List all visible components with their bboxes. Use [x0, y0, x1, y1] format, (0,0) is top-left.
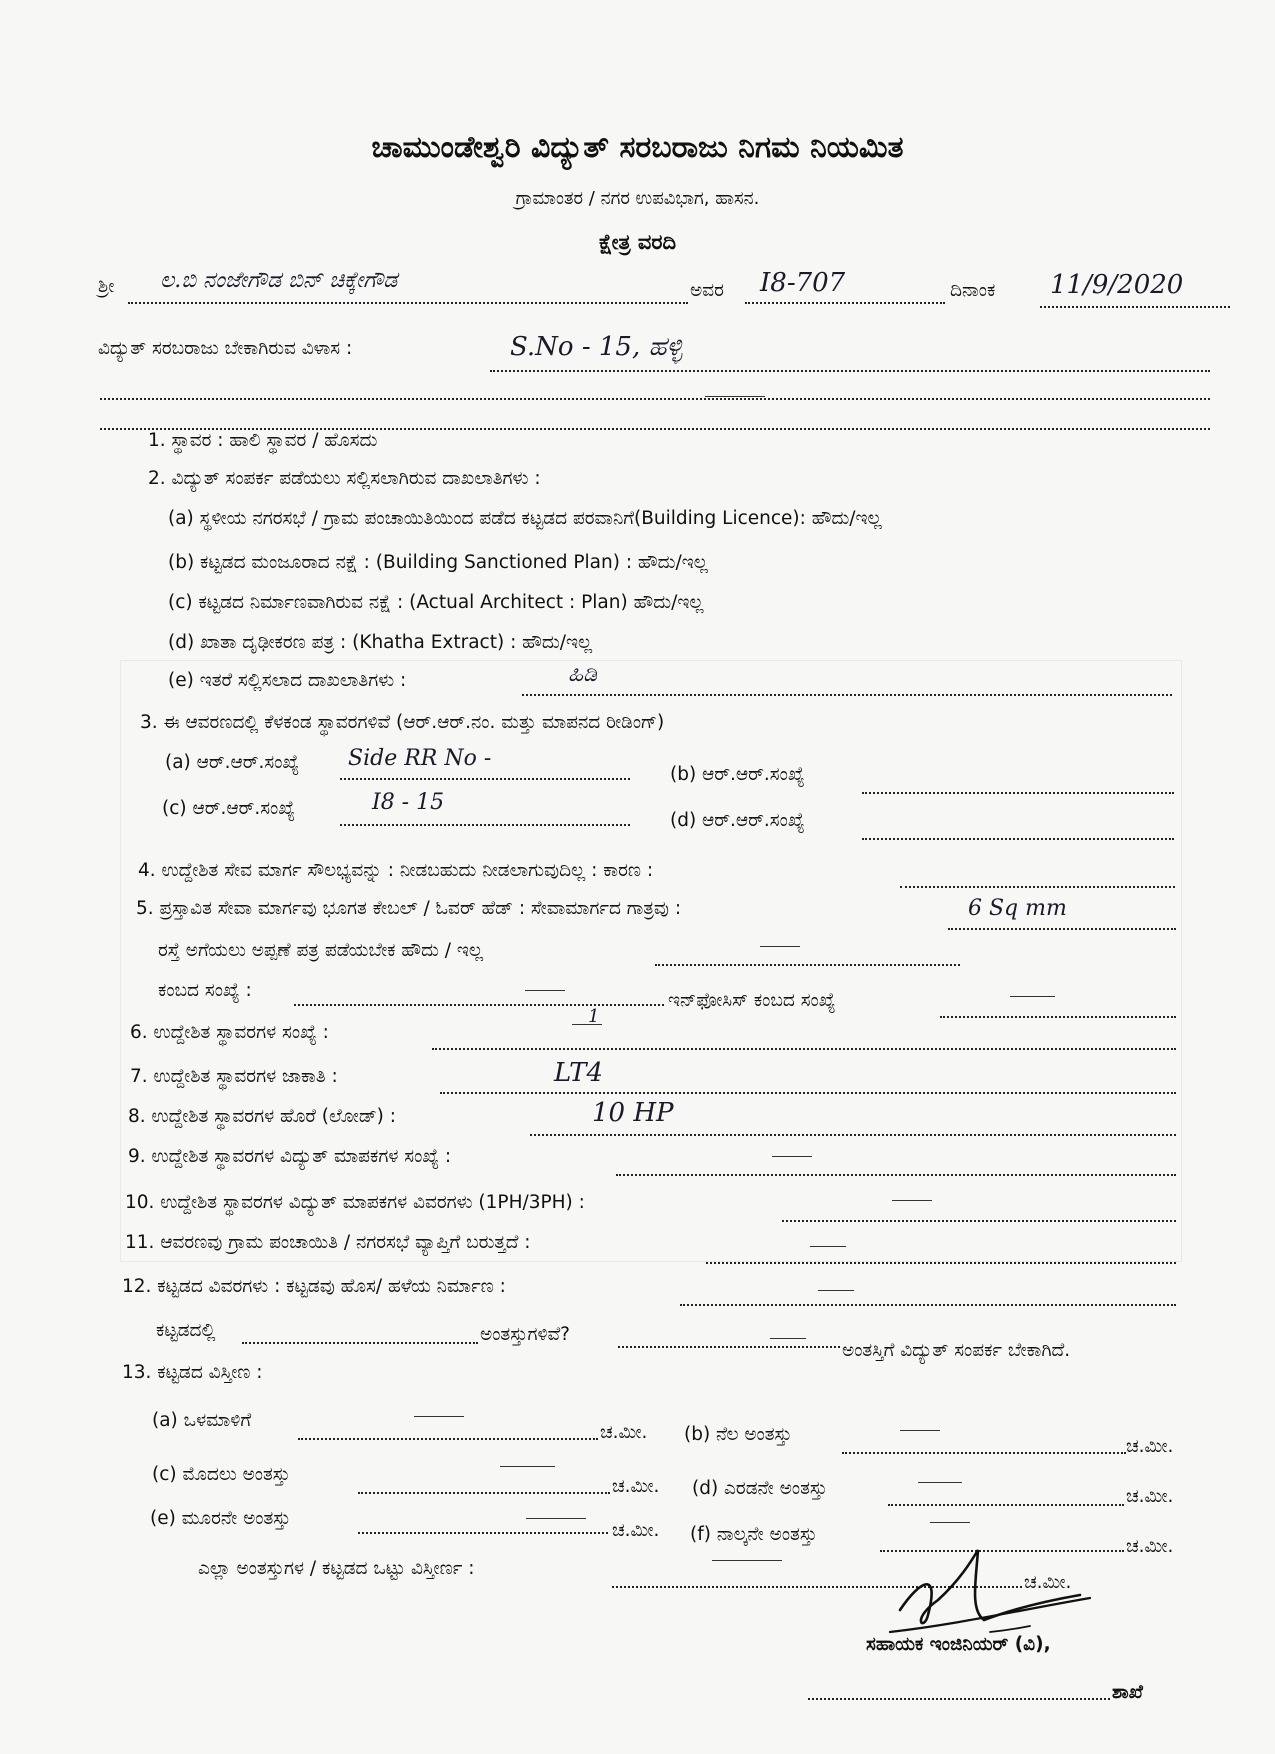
item-13d-mark — [918, 1482, 962, 1483]
item-6-mark — [572, 1024, 602, 1025]
item-13b-unit: ಚ.ಮೀ. — [1126, 1436, 1174, 1457]
item-3a: (a) ಆರ್.ಆರ್.ಸಂಖ್ಯೆ — [165, 752, 300, 773]
item-3a-value: Side RR No - — [348, 746, 492, 771]
item-12c-dotline — [618, 1346, 840, 1348]
item-13f-mark — [930, 1522, 970, 1523]
item-9-mark — [772, 1156, 812, 1157]
item-12-mark — [818, 1290, 854, 1291]
item-4: 4. ಉದ್ದೇಶಿತ ಸೇವ ಮಾರ್ಗ ಸೌಲಭ್ಯವನ್ನು : ನೀಡಬಹುದು ನೀಡಲಾಗುವುದಿಲ್ಲ : ಕಾರಣ : — [138, 860, 654, 881]
item-13b: (b) ನೆಲ ಅಂತಸ್ತು — [684, 1424, 792, 1445]
item-12: 12. ಕಟ್ಟಡದ ವಿವರಗಳು : ಕಟ್ಟಡವು ಹೊಸ/ ಹಳೆಯ ನಿರ್ಮಾಣ : — [122, 1276, 506, 1297]
item-13d-unit: ಚ.ಮೀ. — [1126, 1486, 1174, 1507]
address-value: S.No - 15, ಹಳ್ಳಿ — [510, 332, 683, 362]
item-10-mark — [892, 1200, 932, 1201]
branch-label: ಶಾಖೆ — [1112, 1682, 1143, 1703]
item-3a-dotline — [340, 778, 630, 780]
item-2a: (a) ಸ್ಥಳೀಯ ನಗರಸಭೆ / ಗ್ರಾಮ ಪಂಚಾಯಿತಿಯಿಂದ ಪಡೆದ ಕಟ್ಟಡದ ಪರವಾನಿಗೆ(Building Licence): ಹೌದು/ಇಲ್ಲ — [168, 508, 882, 529]
address-dotline-1 — [490, 370, 1210, 372]
item-13f: (f) ನಾಲ್ಕನೇ ಅಂತಸ್ತು — [690, 1524, 818, 1545]
item-8: 8. ಉದ್ದೇಶಿತ ಸ್ಥಾವರಗಳ ಹೊರೆ (ಲೋಡ್) : — [128, 1106, 396, 1127]
date-value: 11/9/2020 — [1050, 270, 1184, 300]
item-13c-dotline — [358, 1492, 610, 1494]
item-5c: ಕಂಬದ ಸಂಖ್ಯೆ : — [158, 980, 252, 1001]
item-13: 13. ಕಟ್ಟಡದ ವಿಸ್ತೀಣ : — [122, 1362, 263, 1383]
item-5c-mark — [525, 990, 565, 991]
item-13c-mark — [500, 1466, 555, 1467]
item-12-dotline — [680, 1304, 1176, 1306]
item-2b: (b) ಕಟ್ಟಡದ ಮಂಜೂರಾದ ನಕ್ಷೆ : (Building Sanctioned Plan) : ಹೌದು/ಇಲ್ಲ — [168, 552, 708, 573]
item-4-dotline — [900, 886, 1175, 888]
total-unit: ಚ.ಮೀ. — [1024, 1572, 1072, 1593]
bleed-through-box — [120, 660, 1182, 1262]
item-7: 7. ಉದ್ದೇಶಿತ ಸ್ಥಾವರಗಳ ಜಾಕಾತಿ : — [130, 1066, 338, 1087]
item-6-value: 1 — [588, 1006, 600, 1027]
item-3b-dotline — [862, 792, 1174, 794]
item-3c-value: I8 - 15 — [372, 790, 445, 815]
item-13e: (e) ಮೂರನೇ ಅಂತಸ್ತು — [150, 1508, 291, 1529]
item-13e-unit: ಚ.ಮೀ. — [612, 1520, 660, 1541]
item-2: 2. ವಿದ್ಯುತ್ ಸಂಪರ್ಕ ಪಡೆಯಲು ಸಲ್ಲಿಸಲಾಗಿರುವ ದಾಖಲಾತಿಗಳು : — [148, 468, 541, 489]
designation: ಸಹಾಯಕ ಇಂಜಿನಿಯರ್ (ವಿ), — [866, 1634, 1051, 1655]
reference-number: I8-707 — [760, 268, 846, 298]
item-9-dotline — [616, 1174, 1176, 1176]
address-dotline-2 — [100, 398, 1210, 400]
item-13a-mark — [414, 1416, 464, 1417]
item-13c: (c) ಮೊದಲು ಅಂತಸ್ತು — [152, 1464, 291, 1485]
item-11: 11. ಆವರಣವು ಗ್ರಾಮ ಪಂಚಾಯಿತಿ / ನಗರಸಭೆ ವ್ಯಾಪ್ತಿಗೆ ಬರುತ್ತದೆ : — [125, 1232, 531, 1253]
date-dotline — [1040, 306, 1230, 308]
item-3d-dotline — [862, 838, 1174, 840]
item-13b-mark — [900, 1430, 940, 1431]
item-11-mark — [810, 1246, 846, 1247]
item-5d-mark — [1010, 996, 1055, 997]
item-13e-mark — [526, 1518, 586, 1519]
item-13c-unit: ಚ.ಮೀ. — [612, 1476, 660, 1497]
name-dotline — [128, 302, 688, 304]
item-2c: (c) ಕಟ್ಟಡದ ನಿರ್ಮಾಣವಾಗಿರುವ ನಕ್ಷೆ : (Actual Architect : Plan) ಹೌದು/ಇಲ್ಲ — [168, 592, 704, 613]
item-9: 9. ಉದ್ದೇಶಿತ ಸ್ಥಾವರಗಳ ವಿದ್ಯುತ್ ಮಾಪಕಗಳ ಸಂಖ್ಯೆ : — [128, 1146, 452, 1167]
item-13d: (d) ಎರಡನೇ ಅಂತಸ್ತು — [692, 1478, 828, 1499]
ref-dotline — [745, 302, 945, 304]
item-12c-mark — [770, 1338, 806, 1339]
item-3: 3. ಈ ಆವರಣದಲ್ಲಿ ಕೆಳಕಂಡ ಸ್ಥಾವರಗಳಿವೆ (ಆರ್.ಆರ್.ನಂ. ಮತ್ತು ಮಾಪನದ ರೀಡಿಂಗ್) — [140, 712, 665, 733]
item-5d: ಇನ್‌ಫೋಸಿಸ್ ಕಂಬದ ಸಂಖ್ಯೆ — [668, 990, 836, 1011]
item-5d-dotline — [940, 1016, 1176, 1018]
branch-dotline — [808, 1698, 1110, 1700]
address-mark — [705, 396, 765, 397]
item-5-dotline — [948, 928, 1176, 930]
item-6-dotline — [432, 1048, 1176, 1050]
item-7-dotline — [440, 1092, 1176, 1094]
item-5: 5. ಪ್ರಸ್ತಾವಿತ ಸೇವಾ ಮಾರ್ಗವು ಭೂಗತ ಕೇಬಲ್ / ಓವರ್ ಹೆಡ್ : ಸೇವಾಮಾರ್ಗದ ಗಾತ್ರವು : — [136, 898, 682, 919]
item-13a-unit: ಚ.ಮೀ. — [600, 1422, 648, 1443]
address-label: ವಿದ್ಯುತ್ ಸರಬರಾಜು ಬೇಕಾಗಿರುವ ವಿಳಾಸ : — [98, 338, 353, 359]
item-13-total-mark — [712, 1560, 782, 1561]
item-3d: (d) ಆರ್.ಆರ್.ಸಂಖ್ಯೆ — [670, 810, 805, 831]
item-10-dotline — [782, 1220, 1176, 1222]
form-title: ಕ್ಷೇತ್ರ ವರದಿ — [598, 230, 677, 254]
item-12d: ಅಂತಸ್ತಿಗೆ ವಿದ್ಯುತ್ ಸಂಪರ್ಕ ಬೇಕಾಗಿದೆ. — [842, 1340, 1071, 1361]
sri-label: ಶ್ರೀ — [98, 276, 115, 297]
applicant-name: ಲ.ಬಿ ನಂಜೇಗೌಡ ಬಿನ್ ಚಿಕ್ಕೇಗೌಡ — [160, 268, 398, 293]
item-12c: ಅಂತಸ್ತುಗಳಿವೆ? — [480, 1324, 570, 1345]
item-5b-dotline — [655, 964, 960, 966]
item-5c-dotline — [294, 1004, 664, 1006]
item-2e: (e) ಇತರೆ ಸಲ್ಲಿಸಲಾದ ದಾಖಲಾತಿಗಳು : — [168, 670, 407, 691]
item-7-value: LT4 — [554, 1058, 604, 1088]
item-8-value: 10 HP — [592, 1098, 674, 1128]
item-10: 10. ಉದ್ದೇಶಿತ ಸ್ಥಾವರಗಳ ವಿದ್ಯುತ್ ಮಾಪಕಗಳ ವಿವರಗಳು (1PH/3PH) : — [125, 1192, 585, 1213]
item-6: 6. ಉದ್ದೇಶಿತ ಸ್ಥಾವರಗಳ ಸಂಖ್ಯೆ : — [130, 1022, 329, 1043]
sub-division: ಗ್ರಾಮಾಂತರ / ನಗರ ಉಪವಿಭಾಗ, ಹಾಸನ. — [515, 188, 760, 209]
date-label: ದಿನಾಂಕ — [950, 280, 996, 301]
item-8-dotline — [530, 1134, 1176, 1136]
item-1: 1. ಸ್ಥಾವರ : ಹಾಲಿ ಸ್ಥಾವರ / ಹೊಸದು — [148, 430, 378, 451]
item-2e-dotline — [522, 694, 1172, 696]
item-5b: ರಸ್ತೆ ಅಗೆಯಲು ಅಪ್ಪಣೆ ಪತ್ರ ಪಡೆಯಬೇಕ ಹೌದು / ಇಲ್ಲ — [158, 940, 484, 961]
item-3b: (b) ಆರ್.ಆರ್.ಸಂಖ್ಯೆ — [670, 764, 805, 785]
item-3c: (c) ಆರ್.ಆರ್.ಸಂಖ್ಯೆ — [162, 798, 296, 819]
org-title: ಚಾಮುಂಡೇಶ್ವರಿ ವಿದ್ಯುತ್ ಸರಬರಾಜು ನಿಗಮ ನಿಯಮಿತ — [371, 130, 904, 165]
avara-label: ಅವರ — [690, 280, 724, 301]
item-13e-dotline — [358, 1532, 608, 1534]
item-13f-unit: ಚ.ಮೀ. — [1126, 1536, 1174, 1557]
item-12b: ಕಟ್ಟಡದಲ್ಲಿ — [156, 1320, 216, 1341]
item-13-total: ಎಲ್ಲಾ ಅಂತಸ್ತುಗಳ / ಕಟ್ಟಡದ ಒಟ್ಟು ವಿಸ್ತೀರ್ಣ : — [198, 1558, 475, 1579]
item-13d-dotline — [888, 1504, 1124, 1506]
item-5-value: 6 Sq mm — [968, 896, 1067, 921]
item-13a-dotline — [298, 1438, 598, 1440]
item-3c-dotline — [340, 824, 630, 826]
item-5b-mark — [760, 946, 800, 947]
item-13a: (a) ಒಳಮಾಳಿಗೆ — [152, 1410, 252, 1431]
item-2d: (d) ಖಾತಾ ದೃಢೀಕರಣ ಪತ್ರ : (Khatha Extract) : ಹೌದು/ಇಲ್ಲ — [168, 632, 593, 653]
item-2e-value: ಹಿಡಿ — [568, 662, 597, 687]
item-11-dotline — [706, 1262, 1176, 1264]
item-13b-dotline — [842, 1452, 1126, 1454]
item-12b-dotline — [242, 1342, 478, 1344]
